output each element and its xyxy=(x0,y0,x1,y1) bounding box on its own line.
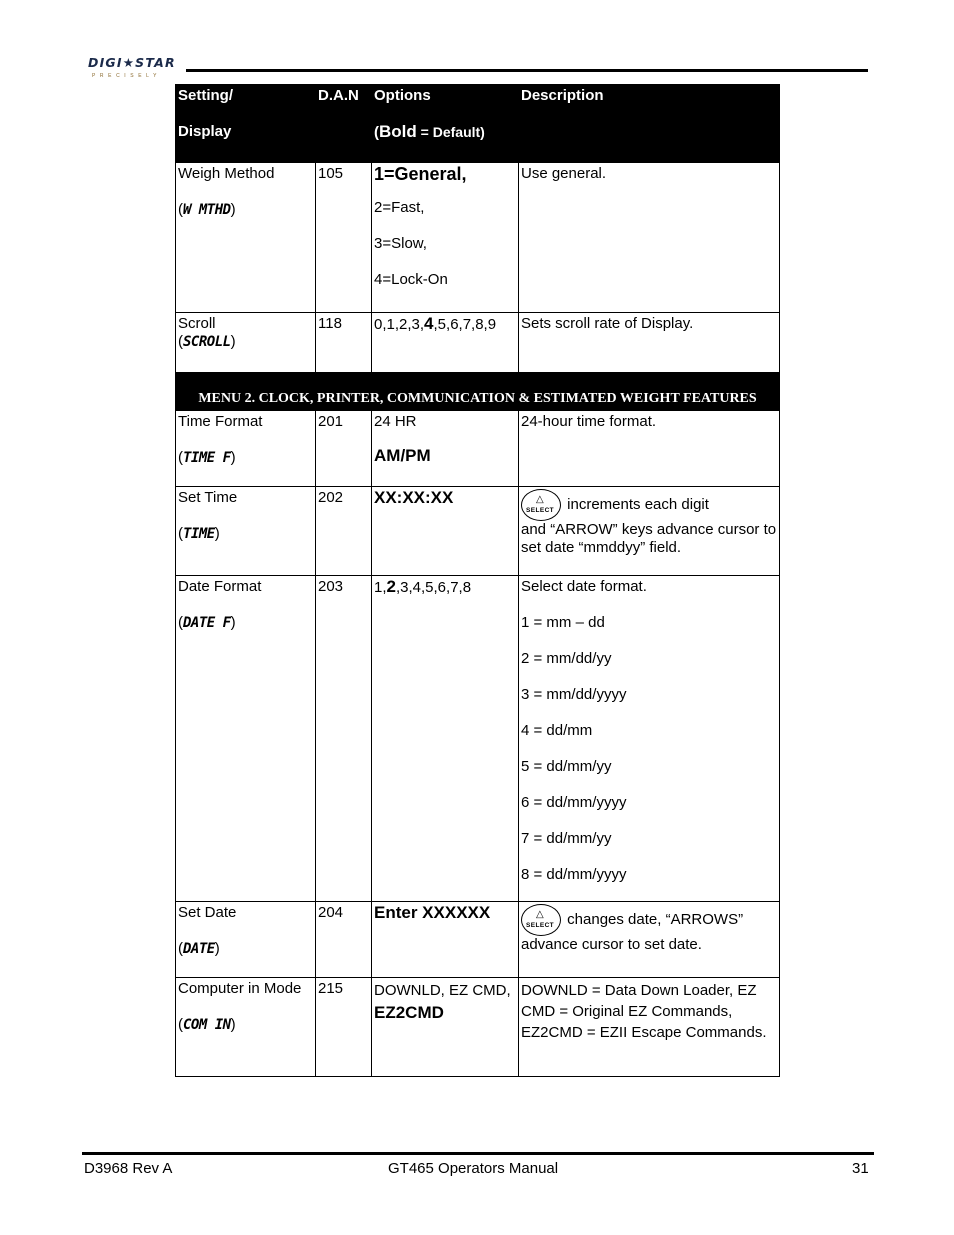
setting-cell: Time Format (TIME F) xyxy=(176,411,316,487)
setting-cell: Date Format (DATE F) xyxy=(176,576,316,902)
list-item: 5 = dd/mm/yy xyxy=(521,758,612,775)
lcd-display-text: DATE xyxy=(183,941,215,957)
list-item: 4 = dd/mm xyxy=(521,722,593,739)
options-cell: DOWNLD, EZ CMD, EZ2CMD xyxy=(372,978,519,1077)
header-options: Options (Bold = Default) xyxy=(372,85,519,163)
description-cell: △ SELECT increments each digit and “ARROW” keys advance cursor to set date “mmddyy” field. xyxy=(519,487,780,576)
footer-rule xyxy=(82,1152,874,1155)
default-option: 2 xyxy=(386,577,396,596)
footer-title: GT465 Operators Manual xyxy=(388,1160,559,1177)
lcd-display-text: COM IN xyxy=(183,1017,231,1033)
section-title: MENU 2. CLOCK, PRINTER, COMMUNICATION & ESTIMATED WEIGHT FEATURES xyxy=(176,373,780,411)
options-cell: 1=General, 2=Fast, 3=Slow, 4=Lock-On xyxy=(372,163,519,313)
footer-doc-id: D3968 Rev A xyxy=(84,1160,173,1177)
table-row xyxy=(176,163,780,313)
setting-cell: Set Time (TIME) xyxy=(176,487,316,576)
dan-cell: 105 xyxy=(316,163,372,313)
description-cell: Select date format. 1 = mm – dd 2 = mm/dd/yy 3 = mm/dd/yyyy 4 = dd/mm 5 = dd/mm/yy 6 = dd/mm/yyyy 7 = dd/mm/yy 8 = dd/mm/yyyy xyxy=(519,576,780,902)
logo-tagline: PRECISELY xyxy=(92,73,162,79)
lcd-display-text: TIME xyxy=(183,526,215,542)
dan-cell: 215 xyxy=(316,978,372,1077)
header-setting: Setting/ Display xyxy=(176,85,316,163)
table-header-row xyxy=(176,85,780,163)
description-cell: 24-hour time format. xyxy=(519,411,780,487)
dan-cell: 204 xyxy=(316,902,372,978)
default-option: EZ2CMD xyxy=(374,1003,444,1022)
dan-cell: 118 xyxy=(316,313,372,373)
select-button-icon: △ SELECT xyxy=(521,904,561,936)
header-description: Description xyxy=(519,85,780,163)
list-item: 8 = dd/mm/yyyy xyxy=(521,866,627,883)
table-row xyxy=(176,576,780,902)
table-row xyxy=(176,902,780,978)
list-item: 2 = mm/dd/yy xyxy=(521,650,612,667)
options-cell: 24 HR AM/PM xyxy=(372,411,519,487)
default-option: 4 xyxy=(424,314,434,333)
default-option: 1=General, xyxy=(374,164,467,184)
lcd-display-text: TIME F xyxy=(183,450,231,466)
setting-cell: Set Date (DATE) xyxy=(176,902,316,978)
page-number: 31 xyxy=(852,1160,869,1177)
settings-table xyxy=(175,84,780,1077)
list-item: 6 = dd/mm/yyyy xyxy=(521,794,627,811)
digistar-logo xyxy=(88,54,184,80)
description-cell: △ SELECT changes date, “ARROWS” advance cursor to set date. xyxy=(519,902,780,978)
options-cell: 1,2,3,4,5,6,7,8 xyxy=(372,576,519,902)
header-rule xyxy=(186,69,868,72)
setting-cell: Weigh Method (W MTHD) xyxy=(176,163,316,313)
description-cell: Sets scroll rate of Display. xyxy=(519,313,780,373)
options-cell xyxy=(372,487,519,576)
lcd-display-text: SCROLL xyxy=(183,334,231,350)
dan-cell: 201 xyxy=(316,411,372,487)
table-row xyxy=(176,411,780,487)
dan-cell: 203 xyxy=(316,576,372,902)
description-cell: Use general. xyxy=(519,163,780,313)
table-row xyxy=(176,487,780,576)
options-cell xyxy=(372,902,519,978)
options-cell: 0,1,2,3,4,5,6,7,8,9 xyxy=(372,313,519,373)
default-option: XX:XX:XX xyxy=(374,488,454,507)
default-option: Enter XXXXXX xyxy=(374,903,491,922)
lcd-display-text: DATE F xyxy=(183,615,231,631)
logo-brand: DIGI★STAR xyxy=(88,55,176,70)
list-item: 7 = dd/mm/yy xyxy=(521,830,612,847)
list-item: 3 = mm/dd/yyyy xyxy=(521,686,627,703)
default-option: AM/PM xyxy=(374,446,431,465)
table-row xyxy=(176,978,780,1077)
dan-cell: 202 xyxy=(316,487,372,576)
description-cell: DOWNLD = Data Down Loader, EZ CMD = Original EZ Commands, EZ2CMD = EZII Escape Commands. xyxy=(519,978,780,1077)
lcd-display-text: W MTHD xyxy=(183,202,231,218)
header-dan: D.A.N xyxy=(316,85,372,163)
section-header-row xyxy=(176,373,780,411)
list-item: 1 = mm – dd xyxy=(521,614,605,631)
setting-cell: Scroll (SCROLL) xyxy=(176,313,316,373)
setting-cell: Computer in Mode (COM IN) xyxy=(176,978,316,1077)
table-row xyxy=(176,313,780,373)
select-button-icon: △ SELECT xyxy=(521,489,561,521)
